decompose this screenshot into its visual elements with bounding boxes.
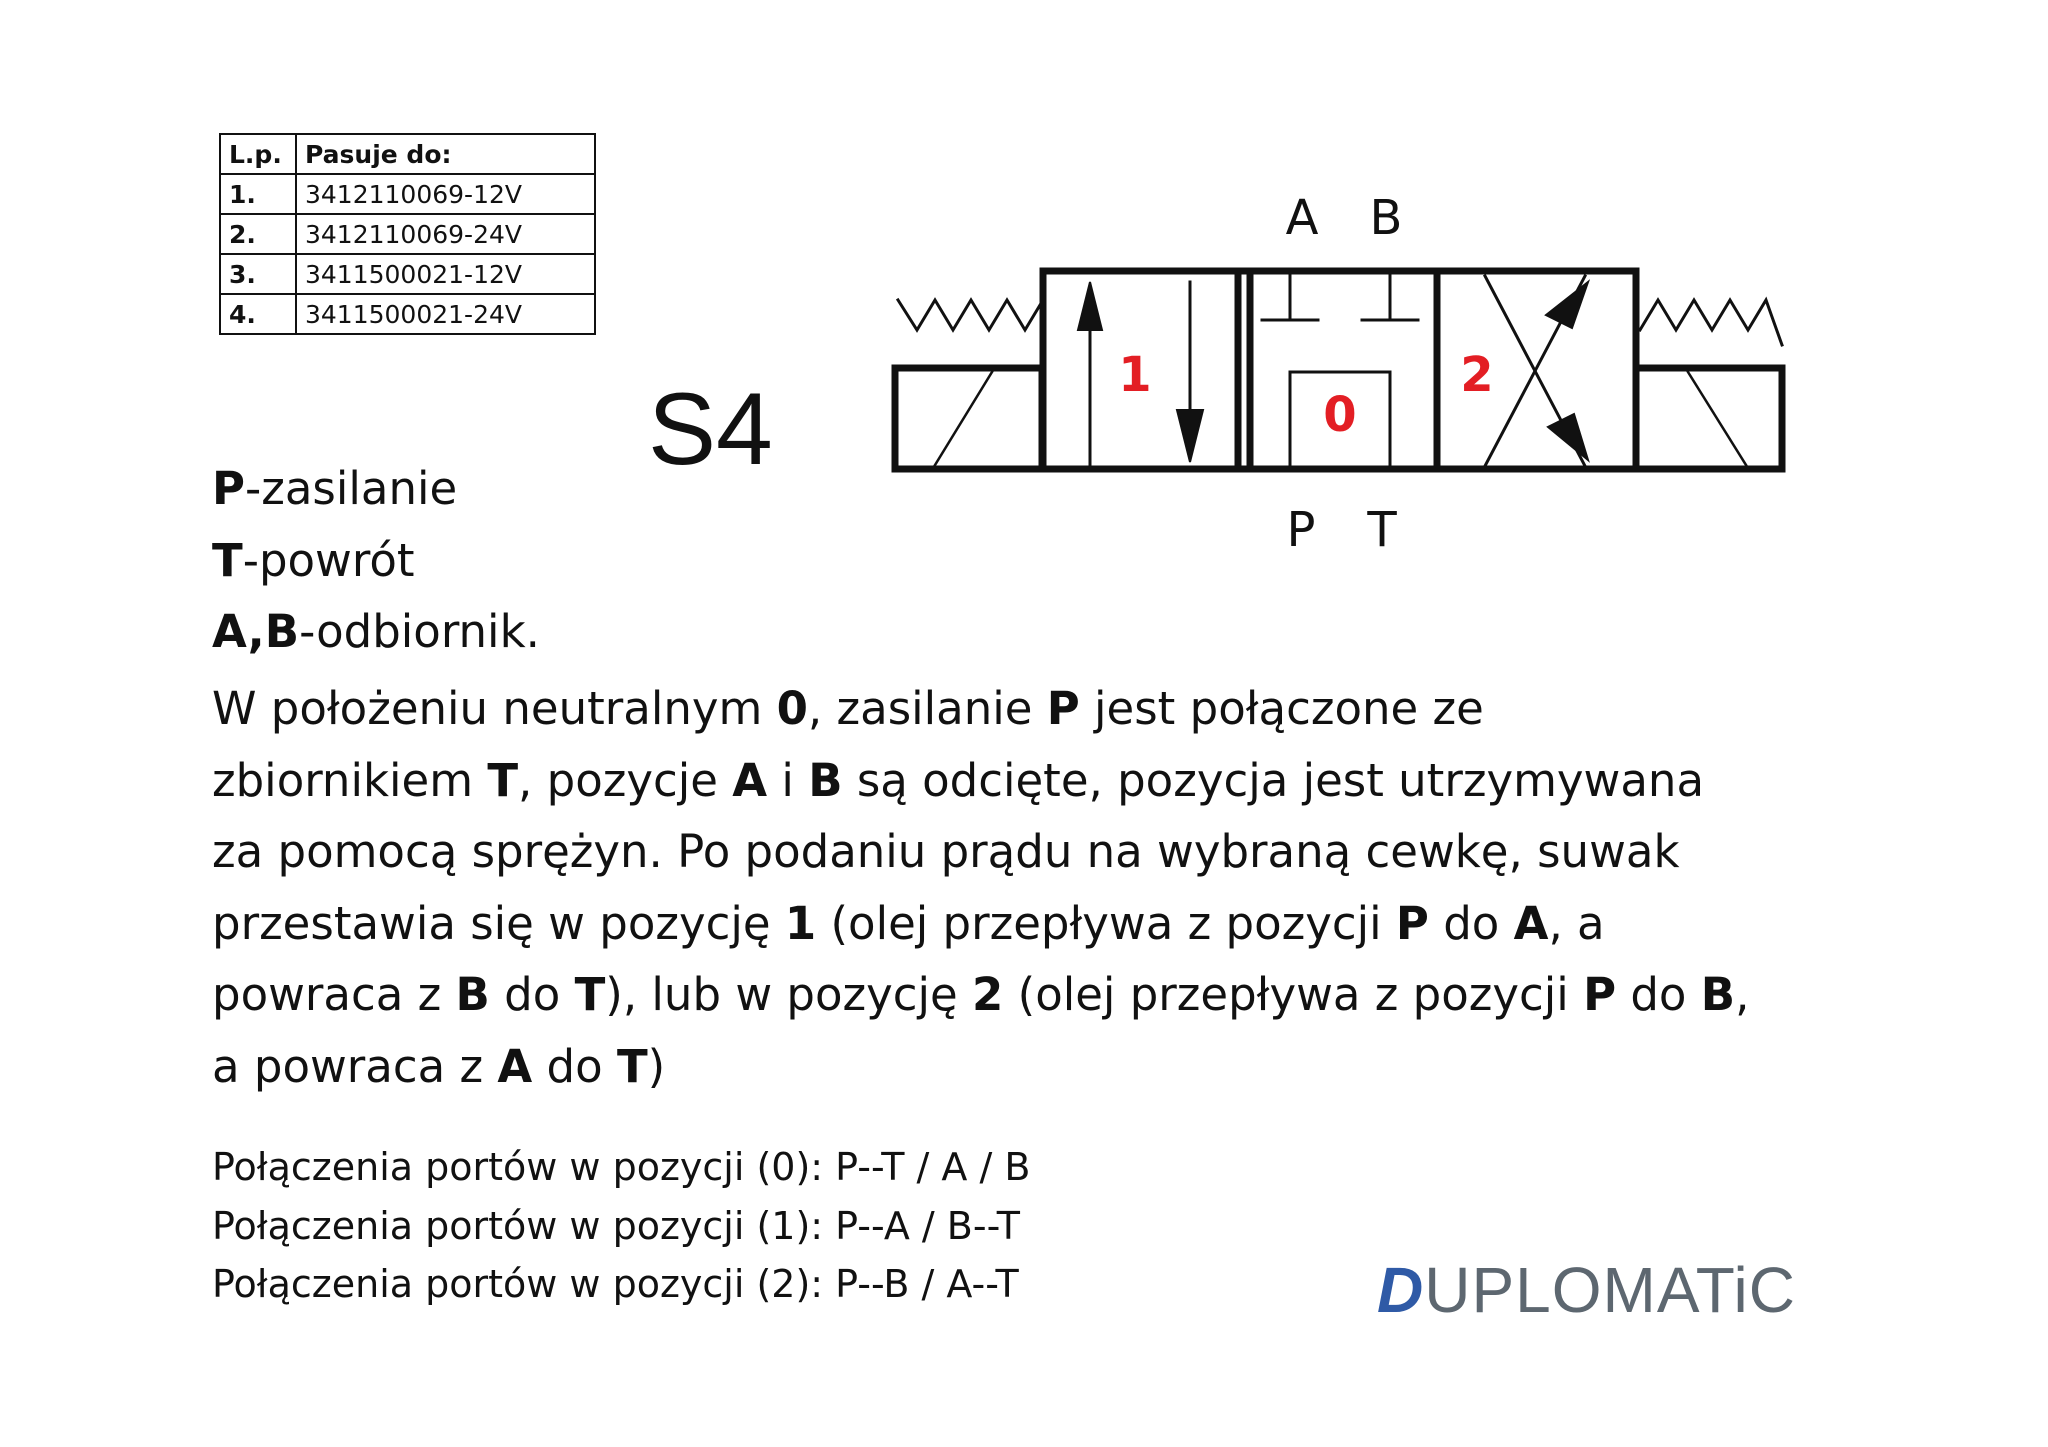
description-bold-term: A xyxy=(732,753,768,807)
description-bold-term: P xyxy=(1583,968,1617,1021)
description-text: , a xyxy=(1548,896,1605,950)
position-label-2: 2 xyxy=(1460,347,1494,403)
legend-t xyxy=(212,534,415,587)
description-text: (olej przepływa z pozycji xyxy=(816,896,1396,950)
connections-line-pos1: Połączenia portów w pozycji (1): P--A / B--T xyxy=(212,1204,1021,1248)
description-text: zbiornikiem xyxy=(212,753,488,807)
description-text: , xyxy=(1735,968,1750,1021)
description-paragraph xyxy=(212,673,1822,1102)
description-text: ), lub w pozycję xyxy=(605,968,973,1021)
cell-fits: 3412110069-24V xyxy=(296,214,595,254)
port-label-a: A xyxy=(1285,190,1319,246)
description-bold-term: P xyxy=(1395,896,1429,950)
connections-line-pos2: Połączenia portów w pozycji (2): P--B / A--T xyxy=(212,1262,1019,1306)
description-text: W położeniu neutralnym xyxy=(212,682,777,735)
cell-fits: 3411500021-12V xyxy=(296,254,595,294)
left-spring-icon xyxy=(898,300,1043,330)
description-text: i xyxy=(767,753,809,807)
legend-ab-text: -odbiornik. xyxy=(299,605,540,658)
port-label-p: P xyxy=(1286,502,1316,558)
legend-ab-key: A,B xyxy=(212,605,300,658)
legend-t-text: -powrót xyxy=(242,534,415,587)
cell-lp: 1. xyxy=(220,174,296,214)
legend-ab xyxy=(212,605,540,658)
legend-p-key: P xyxy=(212,462,245,515)
position-label-1: 1 xyxy=(1118,347,1152,403)
description-bold-term: 1 xyxy=(784,896,817,950)
description-bold-term: B xyxy=(1700,968,1736,1021)
pos2-arrowhead-down-icon xyxy=(1548,414,1588,460)
duplomatic-logo xyxy=(1377,1254,1796,1326)
cell-lp: 3. xyxy=(220,254,296,294)
port-label-t: T xyxy=(1367,502,1397,558)
left-solenoid xyxy=(895,368,1042,469)
description-line xyxy=(212,673,1822,745)
description-text: do xyxy=(532,1039,617,1093)
position-label-0: 0 xyxy=(1323,387,1357,443)
description-text: powraca z xyxy=(212,968,456,1021)
legend-t-key: T xyxy=(212,534,243,587)
description-bold-term: B xyxy=(455,968,490,1021)
description-bold-term: P xyxy=(1046,682,1080,735)
pos1-arrowhead-down-icon xyxy=(1177,410,1203,462)
port-label-b: B xyxy=(1369,190,1403,246)
cell-lp: 2. xyxy=(220,214,296,254)
description-text: do xyxy=(489,968,575,1021)
description-line xyxy=(212,959,1822,1031)
description-line xyxy=(212,888,1822,960)
description-bold-term: A xyxy=(497,1039,533,1093)
description-text: za pomocą sprężyn. Po podaniu prądu na wybraną cewkę, suwak xyxy=(212,825,1680,878)
right-solenoid-slash xyxy=(1688,372,1746,465)
description-text: przestawia się w pozycję xyxy=(212,896,785,950)
column-header-lp: L.p. xyxy=(220,134,296,174)
description-bold-term: 0 xyxy=(776,682,808,735)
description-text: ) xyxy=(647,1039,666,1093)
description-text: , pozycje xyxy=(518,753,733,807)
description-bold-term: A xyxy=(1513,896,1549,950)
description-bold-term: T xyxy=(487,753,519,807)
cell-fits: 3411500021-24V xyxy=(296,294,595,334)
pos1-arrowhead-up-icon xyxy=(1078,282,1102,330)
cell-fits: 3412110069-12V xyxy=(296,174,595,214)
description-line xyxy=(212,1031,1822,1103)
description-bold-term: B xyxy=(808,753,843,807)
description-text: jest połączone ze xyxy=(1079,682,1484,735)
left-solenoid-slash xyxy=(935,372,992,465)
description-line xyxy=(212,745,1822,817)
description-text: do xyxy=(1616,968,1701,1021)
connections-line-pos0: Połączenia portów w pozycji (0): P--T / A / B xyxy=(212,1145,1031,1189)
description-text: (olej przepływa z pozycji xyxy=(1003,968,1584,1021)
cell-lp: 4. xyxy=(220,294,296,334)
description-bold-term: T xyxy=(616,1039,648,1093)
pos2-arrowhead-up-icon xyxy=(1546,282,1588,328)
description-text: do xyxy=(1428,896,1514,950)
description-bold-term: 2 xyxy=(972,968,1004,1021)
column-header-fits: Pasuje do: xyxy=(296,134,595,174)
logo-mark: D xyxy=(1377,1254,1425,1326)
legend-p xyxy=(212,462,457,515)
right-spring-icon xyxy=(1640,300,1782,345)
description-text: , zasilanie xyxy=(807,682,1047,735)
right-solenoid xyxy=(1636,368,1782,469)
description-bold-term: T xyxy=(574,968,606,1021)
description-text: a powraca z xyxy=(212,1039,498,1093)
legend-p-text: -zasilanie xyxy=(244,462,458,515)
valve-code-label: S4 xyxy=(648,372,773,486)
logo-wordmark: UPLOMATiC xyxy=(1424,1254,1796,1326)
description-text: są odcięte, pozycja jest utrzymywana xyxy=(842,753,1705,807)
description-line xyxy=(212,816,1822,888)
